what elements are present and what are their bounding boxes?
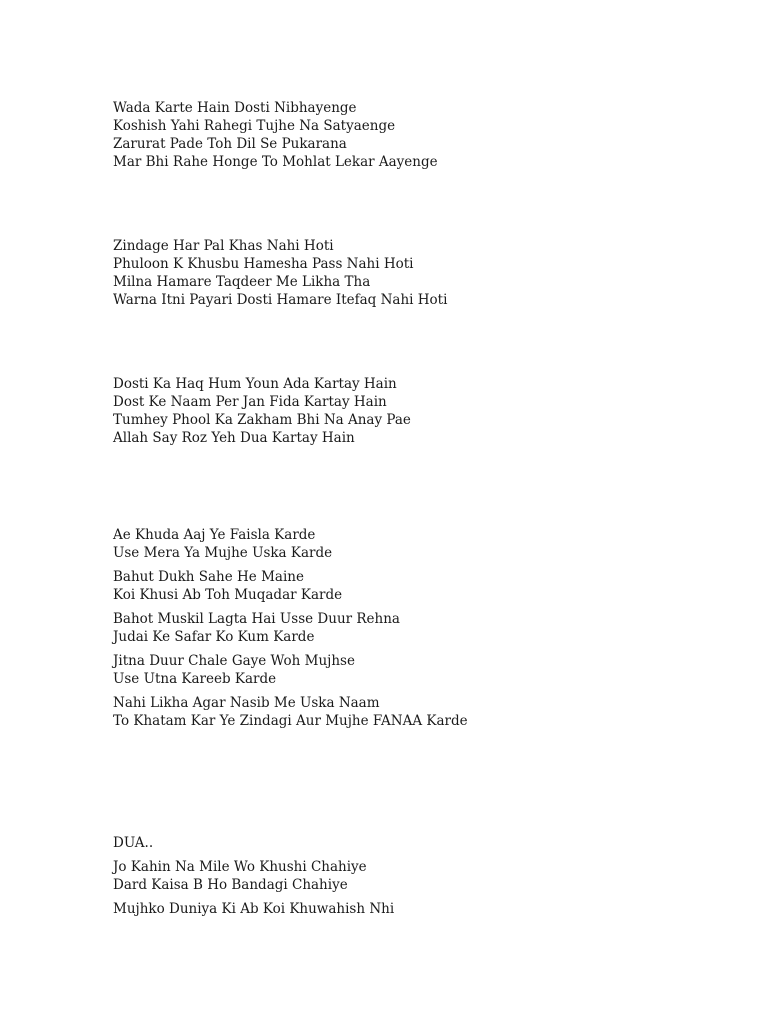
poem-line: Zarurat Pade Toh Dil Se Pukarana [113,136,347,152]
poem-line: Jo Kahin Na Mile Wo Khushi Chahiye [113,859,367,875]
poem-line: Bahut Dukh Sahe He Maine [113,569,304,585]
poem-line: Mujhko Duniya Ki Ab Koi Khuwahish Nhi [113,901,395,917]
poem-line: Warna Itni Payari Dosti Hamare Itefaq Nahi Hoti [113,292,448,308]
poem-line: Use Utna Kareeb Karde [113,671,277,687]
poem-heading: DUA.. [113,835,154,851]
poem-line: Jitna Duur Chale Gaye Woh Mujhse [113,653,355,669]
poem-line: Tumhey Phool Ka Zakham Bhi Na Anay Pae [113,412,411,428]
poem-line: Dard Kaisa B Ho Bandagi Chahiye [113,877,348,893]
poem-line: Mar Bhi Rahe Honge To Mohlat Lekar Aayenge [113,154,438,170]
poem-line: Bahot Muskil Lagta Hai Usse Duur Rehna [113,611,400,627]
poem-line: Milna Hamare Taqdeer Me Likha Tha [113,274,371,290]
poem-line: Judai Ke Safar Ko Kum Karde [113,629,315,645]
poem-line: Koshish Yahi Rahegi Tujhe Na Satyaenge [113,118,396,134]
poem-line: To Khatam Kar Ye Zindagi Aur Mujhe FANAA Karde [113,713,468,729]
poem-line: Koi Khusi Ab Toh Muqadar Karde [113,587,343,603]
poem-line: Ae Khuda Aaj Ye Faisla Karde [113,527,316,543]
poem-line: Dost Ke Naam Per Jan Fida Kartay Hain [113,394,387,410]
poem-line: Use Mera Ya Mujhe Uska Karde [113,545,333,561]
poem-line: Zindage Har Pal Khas Nahi Hoti [113,238,334,254]
poem-line: Wada Karte Hain Dosti Nibhayenge [113,100,357,116]
poem-line: Dosti Ka Haq Hum Youn Ada Kartay Hain [113,376,397,392]
poem-line: Nahi Likha Agar Nasib Me Uska Naam [113,695,380,711]
poem-line: Allah Say Roz Yeh Dua Kartay Hain [113,430,355,446]
poem-line: Phuloon K Khusbu Hamesha Pass Nahi Hoti [113,256,414,272]
